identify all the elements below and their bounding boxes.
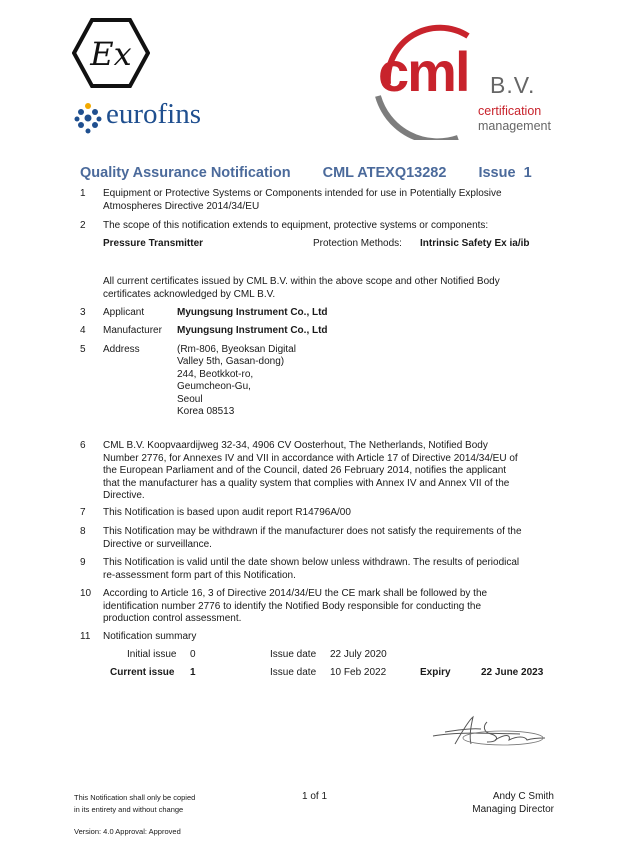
- eurofins-logo: [74, 100, 234, 136]
- svg-text:Ex: Ex: [90, 35, 132, 73]
- item-number-6: 6: [80, 440, 86, 451]
- protection-value: Intrinsic Safety Ex ia/ib: [420, 238, 530, 249]
- current-issue-date-label: Issue date: [270, 667, 317, 678]
- item-6-text: CML B.V. Koopvaardijweg 32-34, 4906 CV Oosterhout, The Netherlands, Notified Body Number 2776, for Annexes IV and VII in accordance with Article 17 of Directive 2014/34/EU of the European Parliament and of the Council, dated 26 February 2014, notifies the applicant that the manufacturer has a quality system that complies with Annex IV and Annex VII of the Directive.: [103, 440, 518, 501]
- protection-label: Protection Methods:: [313, 238, 402, 249]
- initial-issue-date-label: Issue date: [270, 649, 317, 660]
- item-number-1: 1: [80, 188, 86, 199]
- item-number-10: 10: [80, 588, 92, 599]
- current-issue-label: Current issue: [110, 667, 175, 678]
- manufacturer-label: Manufacturer: [103, 325, 162, 336]
- current-issue-date: 10 Feb 2022: [330, 667, 387, 678]
- item-11-text: Notification summary: [103, 631, 197, 642]
- item-9-text: This Notification is valid until the date shown below unless withdrawn. The results of periodical re-assessment form part of this Notification.: [103, 557, 520, 581]
- scope-text: All current certificates issued by CML B.V. within the above scope and other Notified Body certificates acknowledged by CML B.V.: [103, 276, 500, 300]
- eurofins-dots-icon: [74, 102, 102, 134]
- manufacturer-value: Myungsung Instrument Co., Ltd: [177, 325, 328, 336]
- item-number-9: 9: [80, 557, 86, 568]
- product-name: Pressure Transmitter: [103, 238, 204, 249]
- cml-bv: B.V.: [490, 72, 536, 98]
- heading-issue: Issue 1: [478, 165, 532, 181]
- cml-logo: [358, 14, 568, 140]
- item-number-4: 4: [80, 325, 86, 336]
- cml-cert-line1: certification: [478, 104, 542, 118]
- cml-cert-line2: management: [478, 119, 551, 133]
- copy-notice: This Notification shall only be copied in its entirety and without change: [74, 793, 196, 814]
- item-8-text: This Notification may be withdrawn if the manufacturer does not satisfy the requirements of the Directive or surveillance.: [103, 526, 522, 550]
- document-heading: [80, 165, 560, 181]
- item-1-text: Equipment or Protective Systems or Components intended for use in Potentially Explosive Atmospheres Directive 2014/34/EU: [103, 188, 502, 212]
- expiry-label: Expiry: [420, 667, 451, 678]
- version-info: Version: 4.0 Approval: Approved: [74, 827, 181, 836]
- item-10-text: According to Article 16, 3 of Directive 2014/34/EU the CE mark shall be followed by the identification number 2776 to identify the Notified Body responsible for conducting the production control assessment.: [103, 588, 488, 624]
- current-issue-number: 1: [190, 667, 196, 678]
- signature-image: [425, 712, 550, 750]
- signer-role: Managing Director: [472, 803, 554, 815]
- item-7-text: This Notification is based upon audit report R14796A/00: [103, 507, 351, 518]
- heading-title: Quality Assurance Notification: [80, 165, 291, 181]
- item-number-2: 2: [80, 220, 86, 231]
- cml-wordmark: cml: [378, 40, 469, 103]
- expiry-date: 22 June 2023: [481, 667, 544, 678]
- ex-logo: [72, 18, 150, 88]
- address-block: (Rm-806, Byeoksan Digital Valley 5th, Gasan-dong) 244, Beotkkot-ro, Geumcheon-Gu, Seoul Korea 08513: [177, 344, 296, 418]
- initial-issue-label: Initial issue: [127, 649, 177, 660]
- address-label: Address: [103, 344, 140, 355]
- item-number-8: 8: [80, 526, 86, 537]
- item-2-text: The scope of this notification extends to equipment, protective systems or components:: [103, 220, 489, 231]
- signatory: [430, 791, 554, 816]
- applicant-value: Myungsung Instrument Co., Ltd: [177, 307, 328, 318]
- item-number-11: 11: [80, 631, 91, 642]
- eurofins-wordmark: eurofins: [106, 98, 202, 130]
- page-number: 1 of 1: [302, 791, 328, 802]
- signer-name: Andy C Smith: [492, 791, 554, 802]
- initial-issue-number: 0: [190, 649, 196, 660]
- initial-issue-date: 22 July 2020: [330, 649, 387, 660]
- item-number-3: 3: [80, 307, 86, 318]
- applicant-label: Applicant: [103, 307, 145, 318]
- heading-ref: CML ATEXQ13282: [322, 165, 447, 181]
- item-number-7: 7: [80, 507, 86, 518]
- item-number-5: 5: [80, 344, 86, 355]
